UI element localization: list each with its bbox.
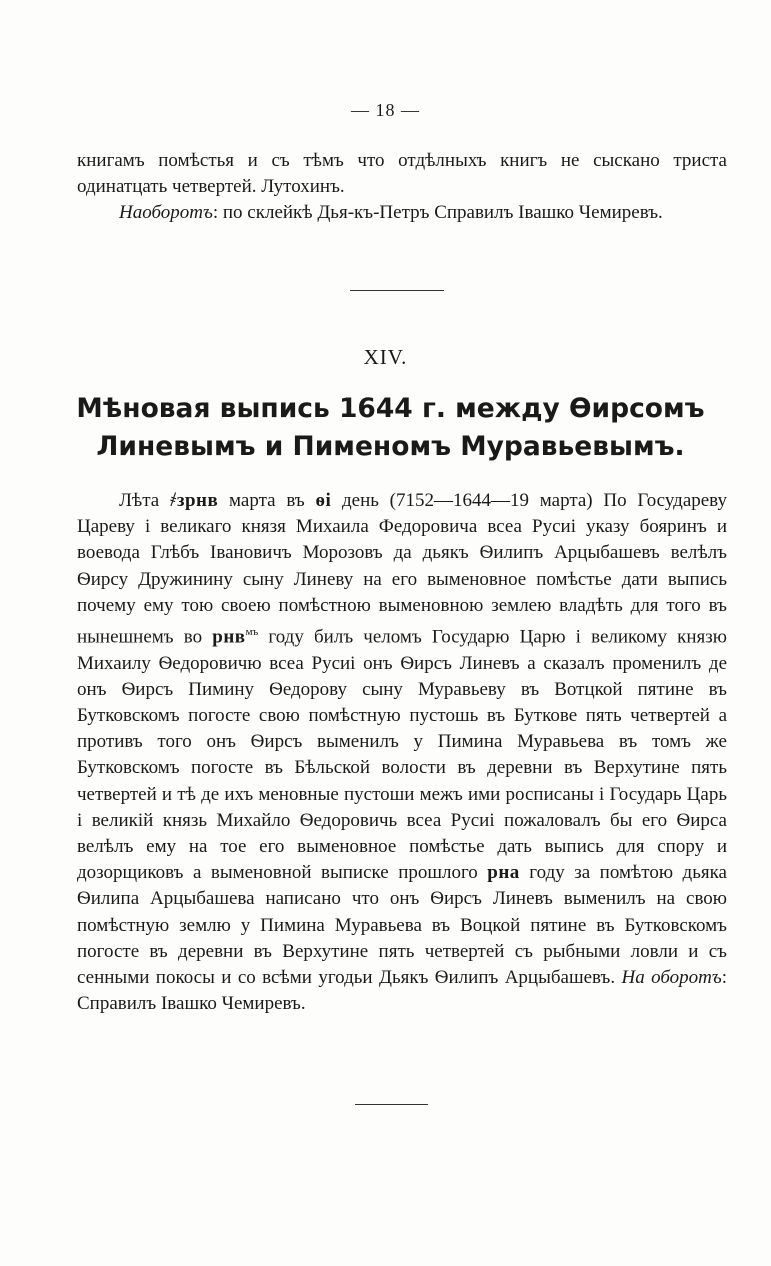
slavonic-day: ѳі bbox=[315, 490, 332, 511]
body-part-2: марта въ bbox=[218, 490, 316, 511]
continuation-text bbox=[77, 148, 727, 227]
body-part-3: день (7152—1644—19 марта) По Государеву Цареву і великаго князя Михаила Федоровича всеа Русиі указу бояринъ и воевода Глѣбъ Івановичъ Морозовъ да дьякъ Ѳилипъ Арцыбашевъ велѣлъ Ѳирсу Дружинину сыну Линеву на его выменовное помѣстье дати выпись почему ему тою своею помѣстною выменовною землею владѣть для того въ нынешнемъ во bbox=[77, 490, 728, 648]
slavonic-date: ҂зрнв bbox=[169, 490, 219, 511]
reverse-text: : по склейкѣ Дья-къ-Петръ Справилъ Івашко Чемиревъ. bbox=[212, 202, 663, 224]
body-paragraph bbox=[77, 488, 727, 1017]
section-divider-bottom bbox=[355, 1104, 428, 1105]
slavonic-year: рнв bbox=[212, 626, 246, 648]
body-part-1: Лѣта bbox=[119, 490, 170, 511]
continuation-reverse-note bbox=[77, 200, 727, 226]
body-part-6: : Справилъ Івашко Чемиревъ. bbox=[77, 966, 728, 1015]
body-part-5: году за помѣтою дьяка Ѳилипа Арцыбашева написано что онъ Ѳирсъ Линевъ выменилъ на свою помѣстную землю у Пимина Муравьева въ Воцкой пятине въ Бутковскомъ погосте въ деревни въ Верхутине пять четвертей съ рыбными ловли и съ сенными покосы и со всѣми угодьи Дьякъ Ѳилипъ Арцыбашевъ. bbox=[77, 862, 727, 988]
document-body bbox=[77, 488, 727, 1017]
slavonic-past-year: рна bbox=[487, 862, 520, 884]
continuation-paragraph: книгамъ помѣстья и съ тѣмъ что отдѣлныхъ книгъ не сыскано триста одинатцать четвертей. Лутохинъ. bbox=[77, 150, 727, 198]
document-title: Мѣновая выпись 1644 г. между Ѳирсомъ Линевымъ и Пименомъ Муравьевымъ. bbox=[76, 393, 705, 462]
section-divider-top bbox=[350, 290, 444, 291]
year-superscript: мъ bbox=[245, 626, 259, 639]
section-number: XIV. bbox=[363, 345, 408, 369]
body-part-4: году билъ челомъ Государю Царю і великому князю Михаилу Ѳедоровичю всеа Русиі онъ Ѳирсъ Линевъ а сказалъ променилъ де онъ Ѳирсъ Пимину Ѳедорову сыну Муравьеву въ Вотцкой пятине въ Бутковскомъ погосте свою помѣстную пустошь въ Буткове пять четвертей а противъ того онъ Ѳирсъ выменилъ у Пимина Муравьева въ томъ же Бутковскомъ погосте въ Бѣльской волости въ деревни въ Верхутине пять четвертей и тѣ де ихъ меновные пустоши межъ ими росписаны і Государь Царь і великій князь Михайло Ѳедоровичь всеа Русиі пожаловалъ бы его Ѳирса велѣлъ ему на тое его выменовное помѣстье дать выпись для спору и дозорщиковъ а выменовной выписке прошлого bbox=[77, 626, 727, 884]
body-reverse-label: На оборотъ bbox=[621, 966, 722, 988]
page-number: — 18 — bbox=[351, 100, 420, 120]
reverse-label: Наоборотъ bbox=[119, 202, 213, 224]
